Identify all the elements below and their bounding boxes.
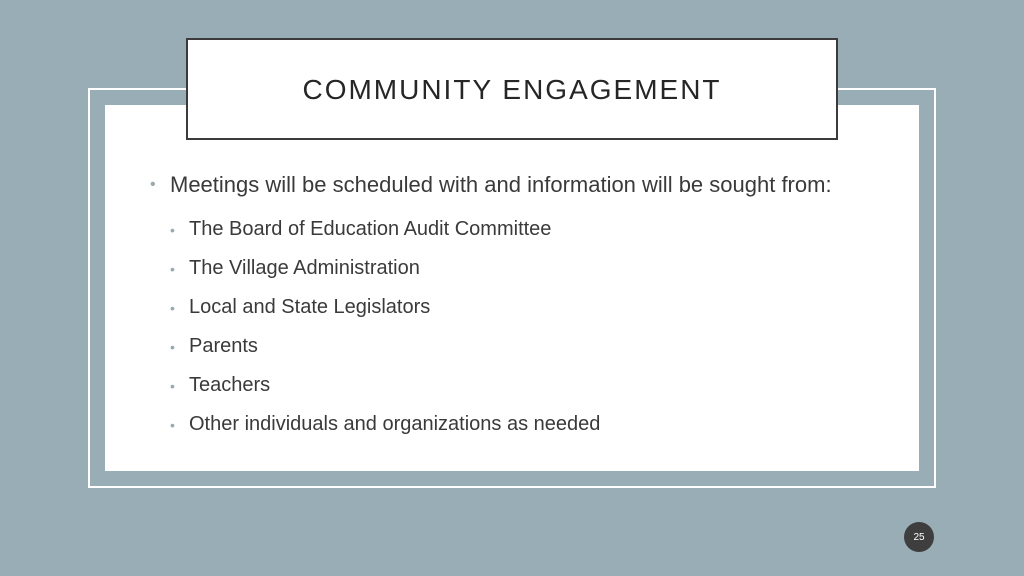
sub-bullet-item (170, 327, 840, 366)
sub-bullet-text: The Village Administration (189, 257, 420, 279)
bullet-text: Meetings will be scheduled with and information will be sought from: (170, 172, 832, 197)
slide-title: COMMUNITY ENGAGEMENT (302, 74, 722, 105)
bullet-icon: • (170, 377, 175, 394)
bullet-content (150, 170, 840, 444)
sub-bullet-text: Parents (189, 335, 258, 357)
sub-bullet-item (170, 405, 840, 444)
page-number: 25 (913, 531, 925, 543)
bullet-icon: • (170, 338, 175, 355)
page-number-badge (904, 522, 934, 552)
sub-bullet-text: Other individuals and organizations as needed (189, 413, 601, 435)
bullet-item (150, 170, 840, 200)
bullet-icon: • (150, 176, 156, 193)
sub-bullet-text: The Board of Education Audit Committee (189, 218, 552, 240)
bullet-icon: • (170, 221, 175, 238)
title-box (186, 38, 838, 140)
sub-bullet-item (170, 210, 840, 249)
sub-bullet-text: Local and State Legislators (189, 296, 431, 318)
bullet-icon: • (170, 260, 175, 277)
sub-bullet-text: Teachers (189, 374, 271, 396)
bullet-icon: • (170, 416, 175, 433)
sub-bullet-item (170, 249, 840, 288)
bullet-icon: • (170, 299, 175, 316)
sub-bullet-list (170, 210, 840, 444)
sub-bullet-item (170, 366, 840, 405)
sub-bullet-item (170, 288, 840, 327)
